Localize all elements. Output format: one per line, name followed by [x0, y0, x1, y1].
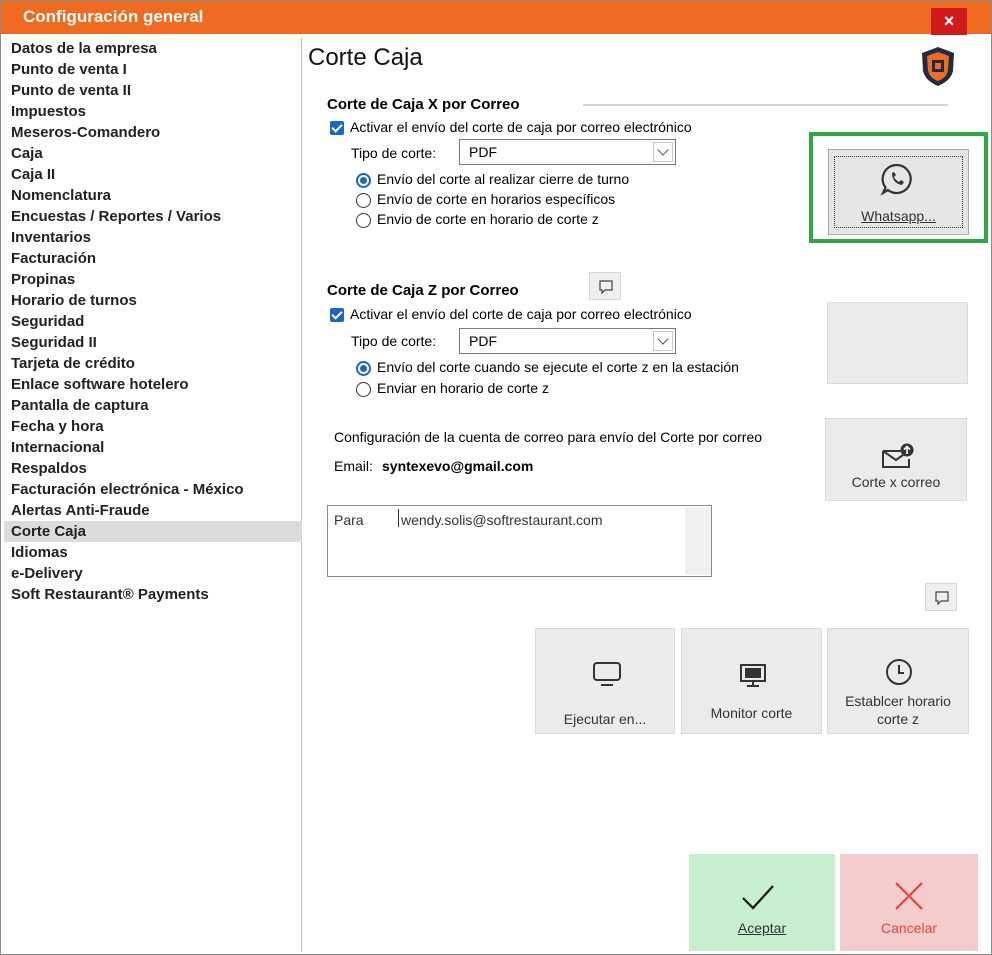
- comment-button[interactable]: [589, 272, 621, 300]
- sidebar-item[interactable]: Alertas Anti-Fraude: [11, 502, 150, 519]
- chevron-down-icon: [653, 142, 673, 162]
- section-x-tipo-label: Tipo de corte:: [351, 145, 437, 161]
- close-button[interactable]: ×: [931, 8, 967, 35]
- ejecutar-button[interactable]: [535, 628, 675, 734]
- sidebar-item[interactable]: Propinas: [11, 271, 76, 288]
- sidebar-item[interactable]: Tarjeta de crédito: [11, 355, 135, 372]
- sidebar-item[interactable]: Punto de venta I: [11, 61, 127, 78]
- sidebar-item[interactable]: e-Delivery: [11, 565, 83, 582]
- section-x-enable-label: Activar el envío del corte de caja por correo electrónico: [350, 119, 692, 135]
- ejecutar-label: Ejecutar en...: [563, 711, 647, 727]
- section-x-heading: Corte de Caja X por Correo: [327, 96, 520, 113]
- sidebar-item[interactable]: Datos de la empresa: [11, 40, 157, 57]
- corte-correo-button[interactable]: [825, 418, 967, 501]
- cancel-label: Cancelar: [880, 920, 938, 936]
- accept-button[interactable]: [689, 854, 835, 951]
- check-icon: [740, 882, 776, 912]
- section-z-radio-1-label: Enviar en horario de corte z: [377, 380, 549, 396]
- horario-corte-z-button[interactable]: [827, 628, 969, 734]
- page-title: Corte Caja: [308, 44, 423, 71]
- whatsapp-label: Whatsapp...: [861, 208, 936, 224]
- sidebar: [4, 38, 302, 952]
- monitor-corte-button[interactable]: [681, 628, 822, 734]
- sidebar-item[interactable]: Encuestas / Reportes / Varios: [11, 208, 222, 225]
- sidebar-item[interactable]: Seguridad II: [11, 334, 97, 351]
- section-x-radio-1[interactable]: [356, 193, 371, 208]
- sidebar-item[interactable]: Facturación: [11, 250, 97, 267]
- sidebar-item[interactable]: Respaldos: [11, 460, 87, 477]
- shield-icon: [919, 45, 957, 87]
- sidebar-item[interactable]: Impuestos: [11, 103, 87, 120]
- email-value: syntexevo@gmail.com: [382, 458, 534, 474]
- clock-icon: [884, 657, 914, 687]
- sidebar-item[interactable]: Caja: [11, 145, 43, 162]
- section-z-enable-checkbox[interactable]: [330, 308, 344, 322]
- sidebar-item[interactable]: Horario de turnos: [11, 292, 137, 309]
- monitor-filled-icon: [738, 663, 768, 689]
- sidebar-item[interactable]: Pantalla de captura: [11, 397, 149, 414]
- sidebar-item[interactable]: Punto de venta II: [11, 82, 132, 99]
- section-z-tipo-select[interactable]: [459, 328, 676, 354]
- monitor-corte-label: Monitor corte: [710, 705, 793, 721]
- section-z-tipo-label: Tipo de corte:: [351, 333, 437, 349]
- email-label: Email:: [334, 458, 373, 474]
- section-x-radio-0-label: Envío del corte al realizar cierre de turno: [377, 171, 630, 187]
- section-x-radio-1-label: Envío de corte en horarios específicos: [377, 191, 616, 207]
- recipients-scrollbar[interactable]: [685, 507, 711, 575]
- sidebar-item[interactable]: Internacional: [11, 439, 105, 456]
- section-x-radio-2[interactable]: [356, 213, 371, 228]
- sidebar-item[interactable]: Idiomas: [11, 544, 68, 561]
- section-x-tipo-value: PDF: [469, 144, 497, 160]
- window-title: Configuración general: [23, 7, 204, 26]
- mail-send-icon: [879, 441, 915, 471]
- recipients-box[interactable]: [327, 505, 712, 577]
- sidebar-item[interactable]: Caja II: [11, 166, 56, 183]
- email-config-text: Configuración de la cuenta de correo para envío del Corte por correo: [334, 429, 763, 445]
- corte-correo-label: Corte x correo: [851, 474, 941, 490]
- title-bar: [1, 1, 991, 34]
- blank-tile-button[interactable]: [827, 302, 968, 384]
- sidebar-item[interactable]: Nomenclatura: [11, 187, 112, 204]
- accept-label: Aceptar: [737, 920, 787, 936]
- sidebar-item[interactable]: Seguridad: [11, 313, 85, 330]
- sidebar-item[interactable]: Corte Caja: [4, 521, 302, 542]
- divider: [583, 104, 948, 106]
- comment-icon: [934, 590, 950, 606]
- section-x-radio-0[interactable]: [356, 173, 371, 188]
- section-z-heading: Corte de Caja Z por Correo: [327, 282, 519, 299]
- monitor-icon: [592, 661, 622, 687]
- section-x-enable-checkbox[interactable]: [330, 121, 344, 135]
- whatsapp-button[interactable]: [828, 149, 969, 235]
- close-x-icon: [893, 880, 925, 912]
- whatsapp-icon: [880, 162, 914, 196]
- section-x-radio-2-label: Envio de corte en horario de corte z: [377, 211, 599, 227]
- section-z-radio-1[interactable]: [356, 382, 371, 397]
- sidebar-item[interactable]: Inventarios: [11, 229, 92, 246]
- sidebar-item[interactable]: Fecha y hora: [11, 418, 104, 435]
- text-cursor: [398, 509, 399, 527]
- cancel-button[interactable]: [840, 854, 978, 951]
- sidebar-item[interactable]: Enlace software hotelero: [11, 376, 189, 393]
- sidebar-item[interactable]: Facturación electrónica - México: [11, 481, 244, 498]
- recipients-label: Para: [334, 512, 364, 528]
- recipients-value: wendy.solis@softrestaurant.com: [401, 512, 603, 528]
- chevron-down-icon: [653, 331, 673, 351]
- main-panel: [303, 38, 991, 952]
- section-x-tipo-select[interactable]: [459, 139, 676, 165]
- section-z-radio-0-label: Envío del corte cuando se ejecute el corte z en la estación: [377, 359, 739, 375]
- sidebar-item[interactable]: Soft Restaurant® Payments: [11, 586, 209, 603]
- section-z-radio-0[interactable]: [356, 361, 371, 376]
- section-z-enable-label: Activar el envío del corte de caja por correo electrónico: [350, 306, 692, 322]
- horario-label-line1: Establcer horario: [845, 693, 951, 709]
- section-z-tipo-value: PDF: [469, 333, 497, 349]
- horario-label-line2: corte z: [876, 711, 919, 727]
- sidebar-item[interactable]: Meseros-Comandero: [11, 124, 161, 141]
- comment-icon: [598, 279, 614, 295]
- comment-button-2[interactable]: [925, 583, 957, 611]
